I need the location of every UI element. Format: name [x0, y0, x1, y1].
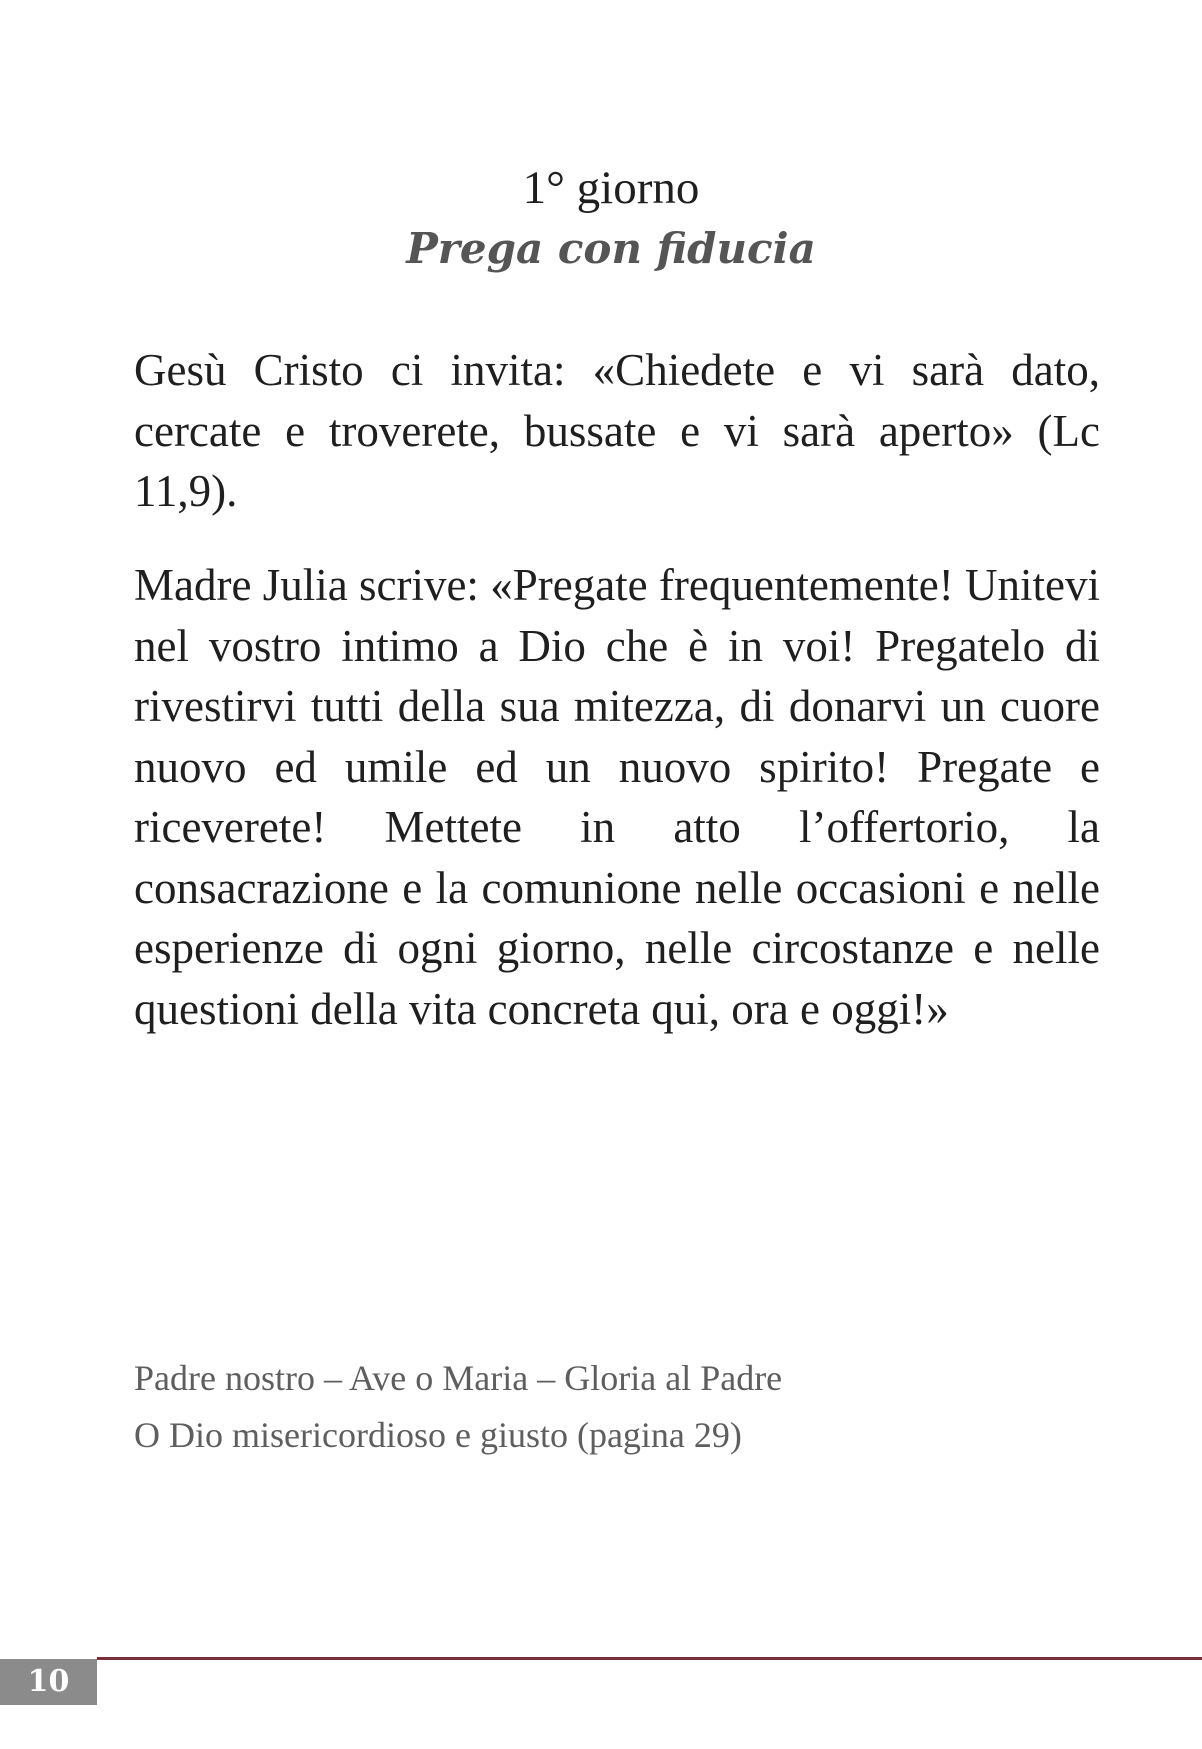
day-header: [0, 158, 1202, 280]
paragraph-gospel-quote: Gesù Cristo ci invita: «Chiedete e vi sarà dato, cercate e troverete, bussate e vi sarà aperto» (Lc 11,9).: [134, 345, 1100, 516]
page-number: 10: [0, 1659, 97, 1705]
day-subtitle: Prega con fiducia: [406, 224, 816, 273]
prayers-block: [134, 1350, 782, 1464]
paragraph-madre-julia-quote: Madre Julia scrive: «Pregate frequentemente! Unitevi nel vostro intimo a Dio che è in voi! Pregatelo di rivestirvi tutti della sua mitezza, di donarvi un cuore nuovo ed umile ed un nuovo spirito! Pregate e riceverete! Mettete in atto l’offertorio, la consacrazione e la comunione nelle occasioni e nelle esperienze di ogni giorno, nelle circostanze e nelle questioni della vita concreta qui, ora e oggi!»: [134, 560, 1100, 1034]
prayers-line-2: O Dio misericordioso e giusto (pagina 29): [134, 1415, 742, 1455]
prayers-line-1: Padre nostro – Ave o Maria – Gloria al Padre: [134, 1358, 783, 1398]
day-title: 1° giorno: [522, 162, 700, 214]
footer-divider: [97, 1657, 1202, 1660]
